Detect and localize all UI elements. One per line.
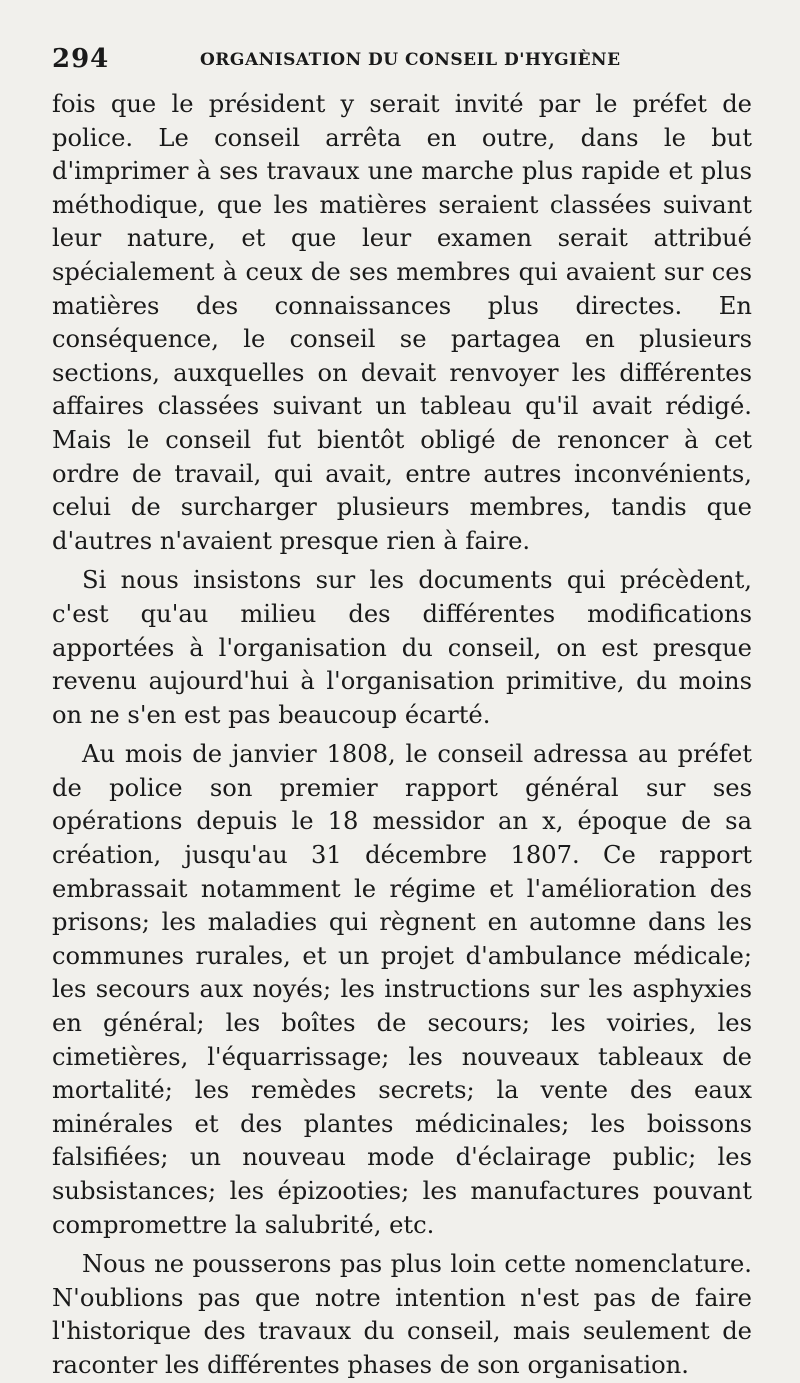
running-title: ORGANISATION DU CONSEIL D'HYGIÈNE	[200, 50, 621, 70]
paragraph-continued: fois que le président y serait invité par le préfet de police. Le conseil arrêta en outre, dans le but d'imprimer à ses travaux une marche plus rapide et plus méthodique, que les matières seraient classées suivant leur nature, et que leur examen serait attribué spécialement à ceux de ses membres qui avaient sur ces matières des connaissances plus directes. En conséquence, le conseil se partagea en plusieurs sections, auxquelles on devait renvoyer les différentes affaires classées suivant un tableau qu'il avait rédigé. Mais le conseil fut bientôt obligé de renoncer à cet ordre de travail, qui avait, entre autres inconvénients, celui de surcharger plusieurs membres, tandis que d'autres n'avaient presque rien à faire.	[52, 90, 752, 555]
body-text	[52, 88, 752, 1383]
paragraph-rapport-1808: Au mois de janvier 1808, le conseil adressa au préfet de police son premier rapport général sur ses opérations depuis le 18 messidor an x, époque de sa création, jusqu'au 31 décembre 1807. Ce rapport embrassait notamment le régime et l'amélioration des prisons; les maladies qui règnent en automne dans les communes rurales, et un projet d'ambulance médicale; les secours aux noyés; les instructions sur les asphyxies en général; les boîtes de secours; les voiries, les cimetières, l'équarrissage; les nouveaux tableaux de mortalité; les remèdes secrets; la vente des eaux minérales et des plantes médicinales; les boissons falsifiées; un nouveau mode d'éclairage public; les subsistances; les épizooties; les manufactures pouvant compromettre la salubrité, etc.	[52, 740, 752, 1239]
paragraph-nomenclature: Nous ne pousserons pas plus loin cette nomenclature. N'oublions pas que notre intention n'est pas de faire l'historique des travaux du conseil, mais seulement de raconter les différentes phases de son organisation.	[52, 1250, 752, 1379]
paragraph-documents: Si nous insistons sur les documents qui précèdent, c'est qu'au milieu des différentes modifications apportées à l'organisation du conseil, on est presque revenu aujourd'hui à l'organisation primitive, du moins on ne s'en est pas beaucoup écarté.	[52, 566, 752, 729]
page-number: 294	[52, 44, 110, 74]
running-head	[52, 38, 752, 82]
